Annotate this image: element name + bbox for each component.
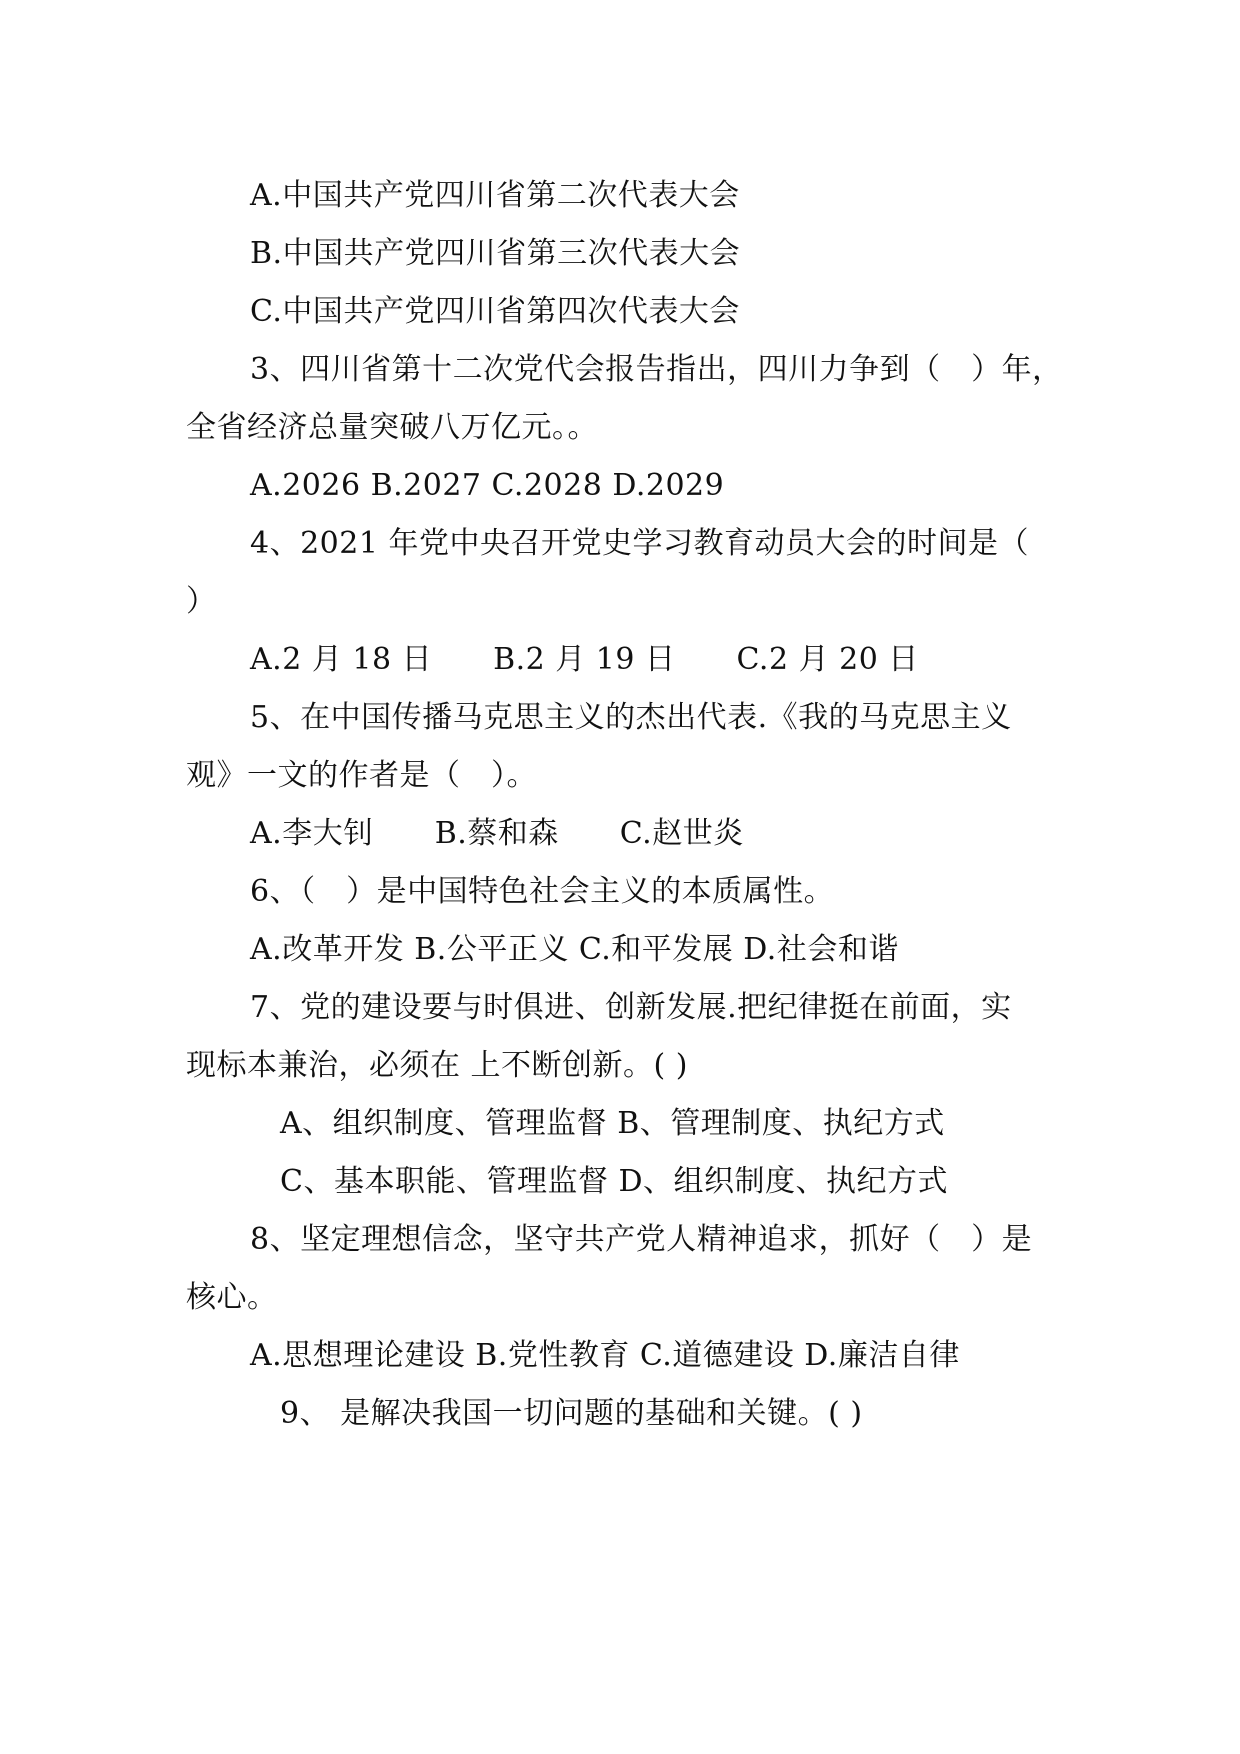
question-3-line-1: 3、四川省第十二次党代会报告指出，四川力争到（ ）年， (250, 352, 1063, 387)
option-2a: A.中国共产党四川省第二次代表大会 (250, 178, 740, 213)
question-5-line-2: 观》一文的作者是（ ）。 (186, 758, 537, 793)
question-7-options-cd: C、基本职能、管理监督 D、组织制度、执纪方式 (280, 1164, 949, 1199)
question-8-line-2: 核心。 (186, 1280, 278, 1315)
question-6: 6、（ ）是中国特色社会主义的本质属性。 (250, 874, 835, 909)
question-7-line-2: 现标本兼治，必须在 上不断创新。( ) (186, 1048, 688, 1083)
question-7-options-ab: A、组织制度、管理监督 B、管理制度、执纪方式 (280, 1106, 945, 1141)
question-3-options: A.2026 B.2027 C.2028 D.2029 (250, 468, 725, 503)
question-9: 9、 是解决我国一切问题的基础和关键。( ) (280, 1396, 863, 1431)
option-2b: B.中国共产党四川省第三次代表大会 (250, 236, 741, 271)
question-4-line-2: ） (186, 584, 217, 619)
question-5-line-1: 5、在中国传播马克思主义的杰出代表.《我的马克思主义 (250, 700, 1012, 735)
question-4-options: A.2 月 18 日 B.2 月 19 日 C.2 月 20 日 (250, 642, 919, 677)
question-4-line-1: 4、2021 年党中央召开党史学习教育动员大会的时间是（ (250, 526, 1029, 561)
question-7-line-1: 7、党的建设要与时俱进、创新发展.把纪律挺在前面，实 (250, 990, 1012, 1025)
option-2c: C.中国共产党四川省第四次代表大会 (250, 294, 740, 329)
question-5-options: A.李大钊 B.蔡和森 C.赵世炎 (250, 816, 744, 851)
question-3-line-2: 全省经济总量突破八万亿元。。 (186, 410, 598, 445)
question-8-line-1: 8、坚定理想信念，坚守共产党人精神追求，抓好（ ）是 (250, 1222, 1033, 1257)
question-6-options: A.改革开发 B.公平正义 C.和平发展 D.社会和谐 (250, 932, 899, 967)
question-8-options: A.思想理论建设 B.党性教育 C.道德建设 D.廉洁自律 (250, 1338, 960, 1373)
